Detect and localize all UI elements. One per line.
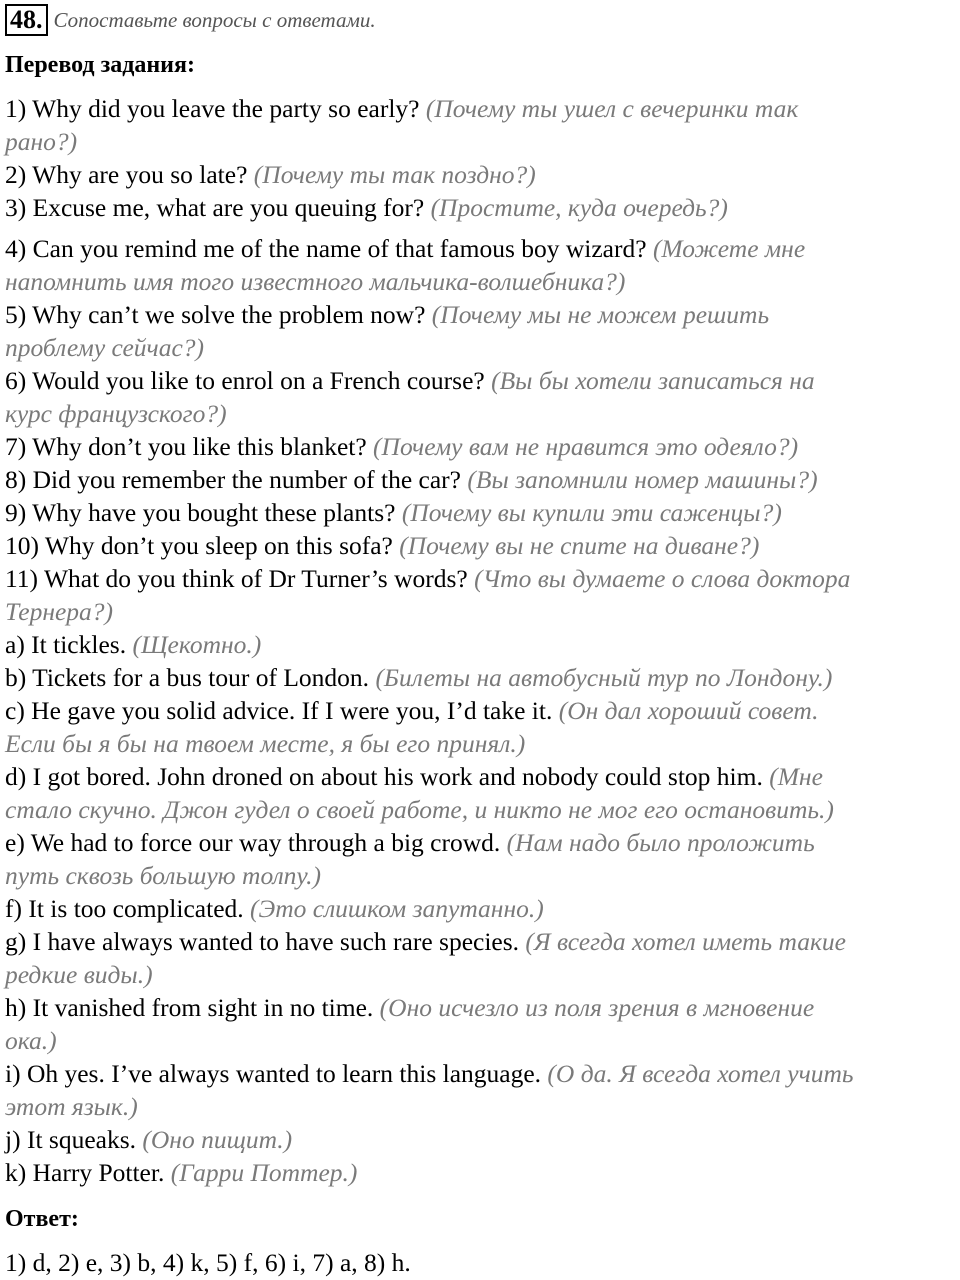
english-text: 7) Why don’t you like this blanket? [5, 432, 374, 461]
text-line [5, 1123, 960, 1156]
russian-translation: этот язык.) [5, 1092, 138, 1121]
russian-translation: (Гарри Поттер.) [170, 1158, 358, 1187]
russian-translation: (Почему ты так поздно?) [253, 160, 536, 189]
english-text: j) It squeaks. [5, 1125, 143, 1154]
english-text: g) I have always wanted to have such rare species. [5, 927, 526, 956]
text-line [5, 125, 960, 158]
english-text: 4) Can you remind me of the name of that famous boy wizard? [5, 234, 653, 263]
text-line [5, 397, 960, 430]
answer-heading: Ответ: [5, 1206, 79, 1232]
text-line [5, 958, 960, 991]
text-line [5, 265, 960, 298]
english-text: 6) Would you like to enrol on a French course? [5, 366, 492, 395]
english-text: 5) Why can’t we solve the problem now? [5, 300, 432, 329]
russian-translation: рано?) [5, 127, 78, 156]
russian-translation: (Нам надо было проложить [506, 828, 815, 857]
russian-translation: стало скучно. Джон гудел о своей работе, и никто не мог его остановить.) [5, 795, 834, 824]
text-line [5, 1057, 960, 1090]
text-line [5, 430, 960, 463]
text-line [5, 595, 960, 628]
russian-translation: (Он дал хороший совет. [558, 696, 819, 725]
text-line [5, 1090, 960, 1123]
text-line [5, 826, 960, 859]
translation-lines [5, 92, 960, 1189]
text-line [5, 1156, 960, 1189]
russian-translation: (Оно исчезло из поля зрения в мгновение [379, 993, 815, 1022]
russian-translation: ока.) [5, 1026, 57, 1055]
russian-translation: (Почему вы не спите на диване?) [399, 531, 760, 560]
text-line [5, 529, 960, 562]
english-text: 11) What do you think of Dr Turner’s words? [5, 564, 475, 593]
text-line [5, 727, 960, 760]
text-line [5, 191, 960, 224]
english-text: e) We had to force our way through a big crowd. [5, 828, 507, 857]
text-line [5, 562, 960, 595]
russian-translation: Если бы я бы на твоем месте, я бы его принял.) [5, 729, 526, 758]
english-text: a) It tickles. [5, 630, 133, 659]
english-text: 2) Why are you so late? [5, 160, 254, 189]
russian-translation: курс французского?) [5, 399, 227, 428]
task-instruction: Сопоставьте вопросы с ответами. [53, 7, 376, 32]
russian-translation: (Можете мне [652, 234, 806, 263]
english-text: k) Harry Potter. [5, 1158, 171, 1187]
text-line [5, 1024, 960, 1057]
russian-translation: (Это слишком запутанно.) [250, 894, 544, 923]
russian-translation: (Билеты на автобусный тур по Лондону.) [375, 663, 833, 692]
english-text: 8) Did you remember the number of the car? [5, 465, 468, 494]
russian-translation: путь сквозь большую толпу.) [5, 861, 322, 890]
text-line [5, 892, 960, 925]
russian-translation: (Вы запомнили номер машины?) [467, 465, 818, 494]
text-line [5, 364, 960, 397]
text-line [5, 298, 960, 331]
english-text: c) He gave you solid advice. If I were you, I’d take it. [5, 696, 559, 725]
russian-translation: (О да. Я всегда хотел учить [547, 1059, 854, 1088]
translation-heading: Перевод задания: [5, 52, 195, 78]
russian-translation: (Щекотно.) [132, 630, 262, 659]
text-line [5, 793, 960, 826]
russian-translation: (Я всегда хотел иметь такие [525, 927, 846, 956]
russian-translation: (Мне [769, 762, 823, 791]
text-line [5, 661, 960, 694]
english-text: 10) Why don’t you sleep on this sofa? [5, 531, 400, 560]
text-line [5, 628, 960, 661]
russian-translation: (Почему ты ушел с вечеринки так [425, 94, 799, 123]
english-text: h) It vanished from sight in no time. [5, 993, 380, 1022]
english-text: d) I got bored. John droned on about his work and nobody could stop him. [5, 762, 770, 791]
text-line [5, 925, 960, 958]
russian-translation: проблему сейчас?) [5, 333, 205, 362]
russian-translation: Тернера?) [5, 597, 114, 626]
english-text: b) Tickets for a bus tour of London. [5, 663, 376, 692]
russian-translation: (Почему вам не нравится это одеяло?) [373, 432, 799, 461]
russian-translation: (Почему мы не можем решить [431, 300, 770, 329]
task-number: 48. [5, 4, 48, 36]
russian-translation: (Вы бы хотели записаться на [491, 366, 815, 395]
text-line [5, 232, 960, 265]
task-header [5, 4, 376, 36]
text-line [5, 331, 960, 364]
line-gap [5, 224, 960, 232]
english-text: 3) Excuse me, what are you queuing for? [5, 193, 431, 222]
russian-translation: (Почему вы купили эти саженцы?) [401, 498, 782, 527]
text-line [5, 694, 960, 727]
text-line [5, 496, 960, 529]
english-text: 1) Why did you leave the party so early? [5, 94, 426, 123]
english-text: i) Oh yes. I’ve always wanted to learn this language. [5, 1059, 548, 1088]
text-line [5, 991, 960, 1024]
text-line [5, 463, 960, 496]
russian-translation: (Простите, куда очередь?) [430, 193, 728, 222]
russian-translation: (Что вы думаете о слова доктора [474, 564, 851, 593]
text-line [5, 92, 960, 125]
answer-text: 1) d, 2) e, 3) b, 4) k, 5) f, 6) i, 7) a, 8) h. [5, 1248, 411, 1277]
russian-translation: (Оно пищит.) [142, 1125, 293, 1154]
text-line [5, 760, 960, 793]
english-text: f) It is too complicated. [5, 894, 251, 923]
text-line [5, 158, 960, 191]
text-line [5, 859, 960, 892]
russian-translation: редкие виды.) [5, 960, 153, 989]
english-text: 9) Why have you bought these plants? [5, 498, 402, 527]
russian-translation: напомнить имя того известного мальчика-волшебника?) [5, 267, 626, 296]
